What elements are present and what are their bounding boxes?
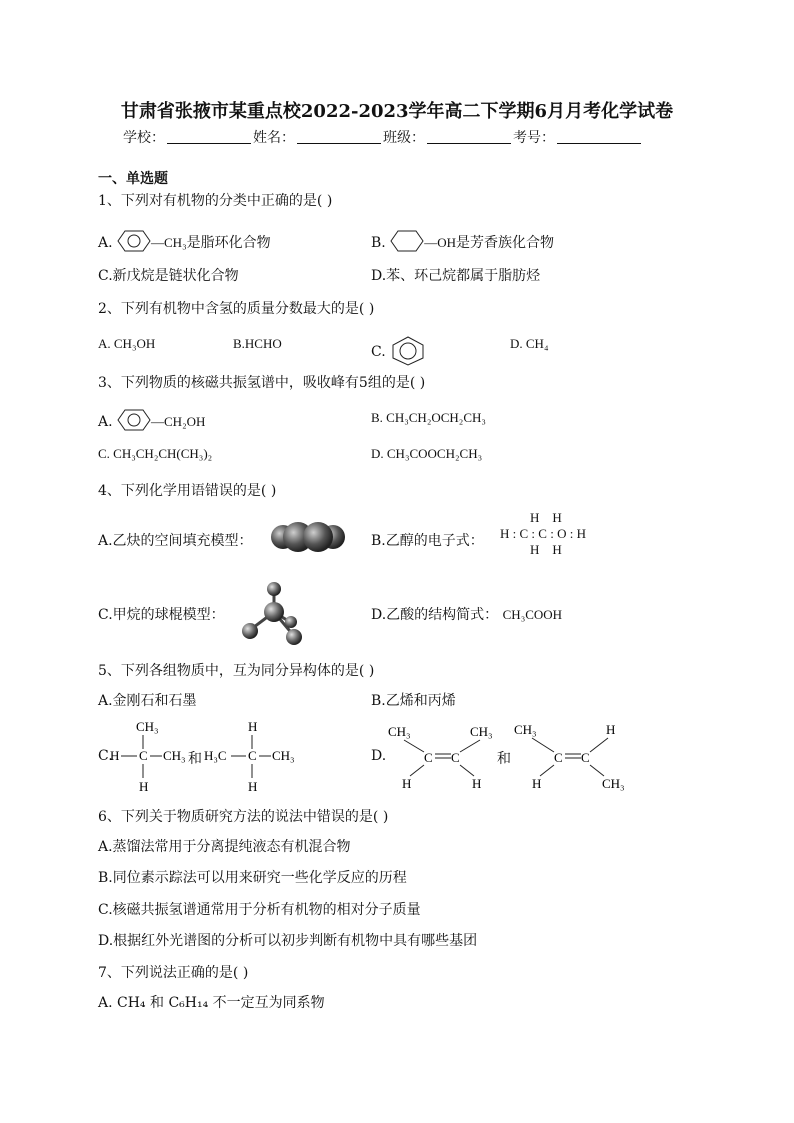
q1-b-text: 是芳香族化合物 [455,235,554,251]
svg-text:CH₃: CH₃ [272,748,295,763]
svg-text:H: H [606,722,616,737]
svg-text:CH₃: CH₃ [514,722,537,737]
q6-option-d: D.根据红外光谱图的分析可以初步判断有机物中具有哪些基团 [98,933,478,949]
q6-option-a: A.蒸馏法常用于分离提纯液态有机混合物 [98,839,351,855]
svg-text:C: C [554,750,563,765]
svg-text:H: H [472,776,482,791]
svg-text:H: H [248,779,258,794]
benzene-ring-icon [117,229,151,253]
q4-d-text: D.乙酸的结构简式： [371,607,499,623]
svg-text:H: H [402,776,412,791]
class-label: 班级： [383,130,425,146]
q1-stem: 1、下列对有机物的分类中正确的是( ) [98,193,333,209]
ethyne-space-filling-model-icon [270,520,346,554]
q4-option-c: C.甲烷的球棍模型： [98,607,225,623]
section-heading: 一、单选题 [98,171,168,187]
q5-stem: 5、下列各组物质中，互为同分异构体的是( ) [98,663,375,679]
q1-option-d: D.苯、环己烷都属于脂肪烃 [371,268,541,284]
q4-stem: 4、下列化学用语错误的是( ) [98,483,277,499]
q1-a-substituent: —CH₃ [151,235,187,250]
q4-option-b: B.乙醇的电子式： [371,533,484,549]
school-label: 学校： [123,130,165,146]
benzene-ring-icon [117,408,151,432]
q4-option-a: A.乙炔的空间填充模型： [98,533,253,549]
q5-d-cis-2-butene [388,720,498,794]
q4-option-d [371,604,562,624]
q3-option-d: D. CH₃COOCH₂CH₃ [371,446,483,461]
exam-no-label: 考号： [513,130,555,146]
q6-option-c: C.核磁共振氢谱通常用于分析有机物的相对分子质量 [98,902,421,918]
svg-text:H₃C: H₃C [204,748,227,763]
ethanol-electron-top-h: H H [530,510,562,525]
q7-option-a: A. CH₄ 和 C₆H₁₄ 不一定互为同系物 [98,995,325,1011]
ethanol-electron-bottom-h: H H [530,542,562,557]
q3-stem: 3、下列物质的核磁共振氢谱中，吸收峰有5组的是( ) [98,375,426,391]
class-blank [427,129,511,144]
q1-option-b [371,229,554,253]
svg-text:H: H [110,748,120,763]
q5-c-prefix: C. [98,748,113,764]
q2-option-d: D. CH₄ [510,336,549,351]
svg-text:H: H [139,779,149,794]
q2-option-a: A. CH₃OH [98,336,156,351]
benzene-ring-icon [390,336,426,366]
svg-text:C: C [248,748,257,763]
q2-stem: 2、下列有机物中含氢的质量分数最大的是( ) [98,301,375,317]
q2-c-prefix: C. [371,344,386,360]
q4-d-formula: CH₃COOH [502,607,563,622]
q7-stem: 7、下列说法正确的是( ) [98,965,249,981]
q3-a-substituent: —CH₂OH [151,414,206,429]
school-blank [167,129,251,144]
q1-a-text: 是脂环化合物 [186,235,271,251]
q1-option-c: C.新戊烷是链状化合物 [98,268,239,284]
methane-ball-and-stick-model-icon [238,580,308,646]
svg-text:H: H [248,719,258,734]
q5-option-b: B.乙烯和丙烯 [371,693,456,709]
q5-d-and: 和 [497,751,511,767]
ethanol-electron-formula [500,510,586,558]
q5-c-and: 和 [188,751,202,767]
svg-text:C: C [581,750,590,765]
ethanol-electron-main: H : C : C : O : H [500,526,586,541]
q3-a-prefix: A. [98,414,113,430]
document-title: 甘肃省张掖市某重点校2022-2023学年高二下学期6月月考化学试卷 [120,101,674,122]
svg-text:C: C [139,748,148,763]
name-label: 姓名： [253,130,295,146]
exam-no-blank [557,129,641,144]
q5-c-molecule-1 [110,718,190,794]
q5-c-molecule-2 [204,718,300,794]
svg-text:CH₃: CH₃ [602,776,625,791]
q1-a-prefix: A. [98,235,113,251]
q3-option-b: B. CH₃CH₂OCH₂CH₃ [371,410,486,425]
q3-option-c: C. CH₃CH₂CH(CH₃)₂ [98,446,213,461]
svg-text:CH₃: CH₃ [388,724,411,739]
q6-option-b: B.同位素示踪法可以用来研究一些化学反应的历程 [98,870,407,886]
q3-option-a [98,408,205,432]
svg-text:CH₃: CH₃ [470,724,493,739]
svg-text:C: C [424,750,433,765]
svg-text:C: C [451,750,460,765]
cyclohexane-ring-icon [390,229,424,253]
q2-option-b: B.HCHO [233,336,282,351]
q5-d-prefix: D. [371,748,387,764]
name-blank [297,129,381,144]
svg-text:CH₃: CH₃ [163,748,186,763]
q1-b-prefix: B. [371,235,386,251]
student-info-line [123,127,643,147]
q5-d-trans-2-butene [514,718,634,794]
q1-option-a [98,229,271,253]
q5-option-a: A.金刚石和石墨 [98,693,197,709]
svg-text:CH₃: CH₃ [136,719,159,734]
svg-text:H: H [532,776,542,791]
q2-option-c [371,336,426,366]
q1-b-substituent: —OH [424,235,456,250]
q6-stem: 6、下列关于物质研究方法的说法中错误的是( ) [98,809,389,825]
